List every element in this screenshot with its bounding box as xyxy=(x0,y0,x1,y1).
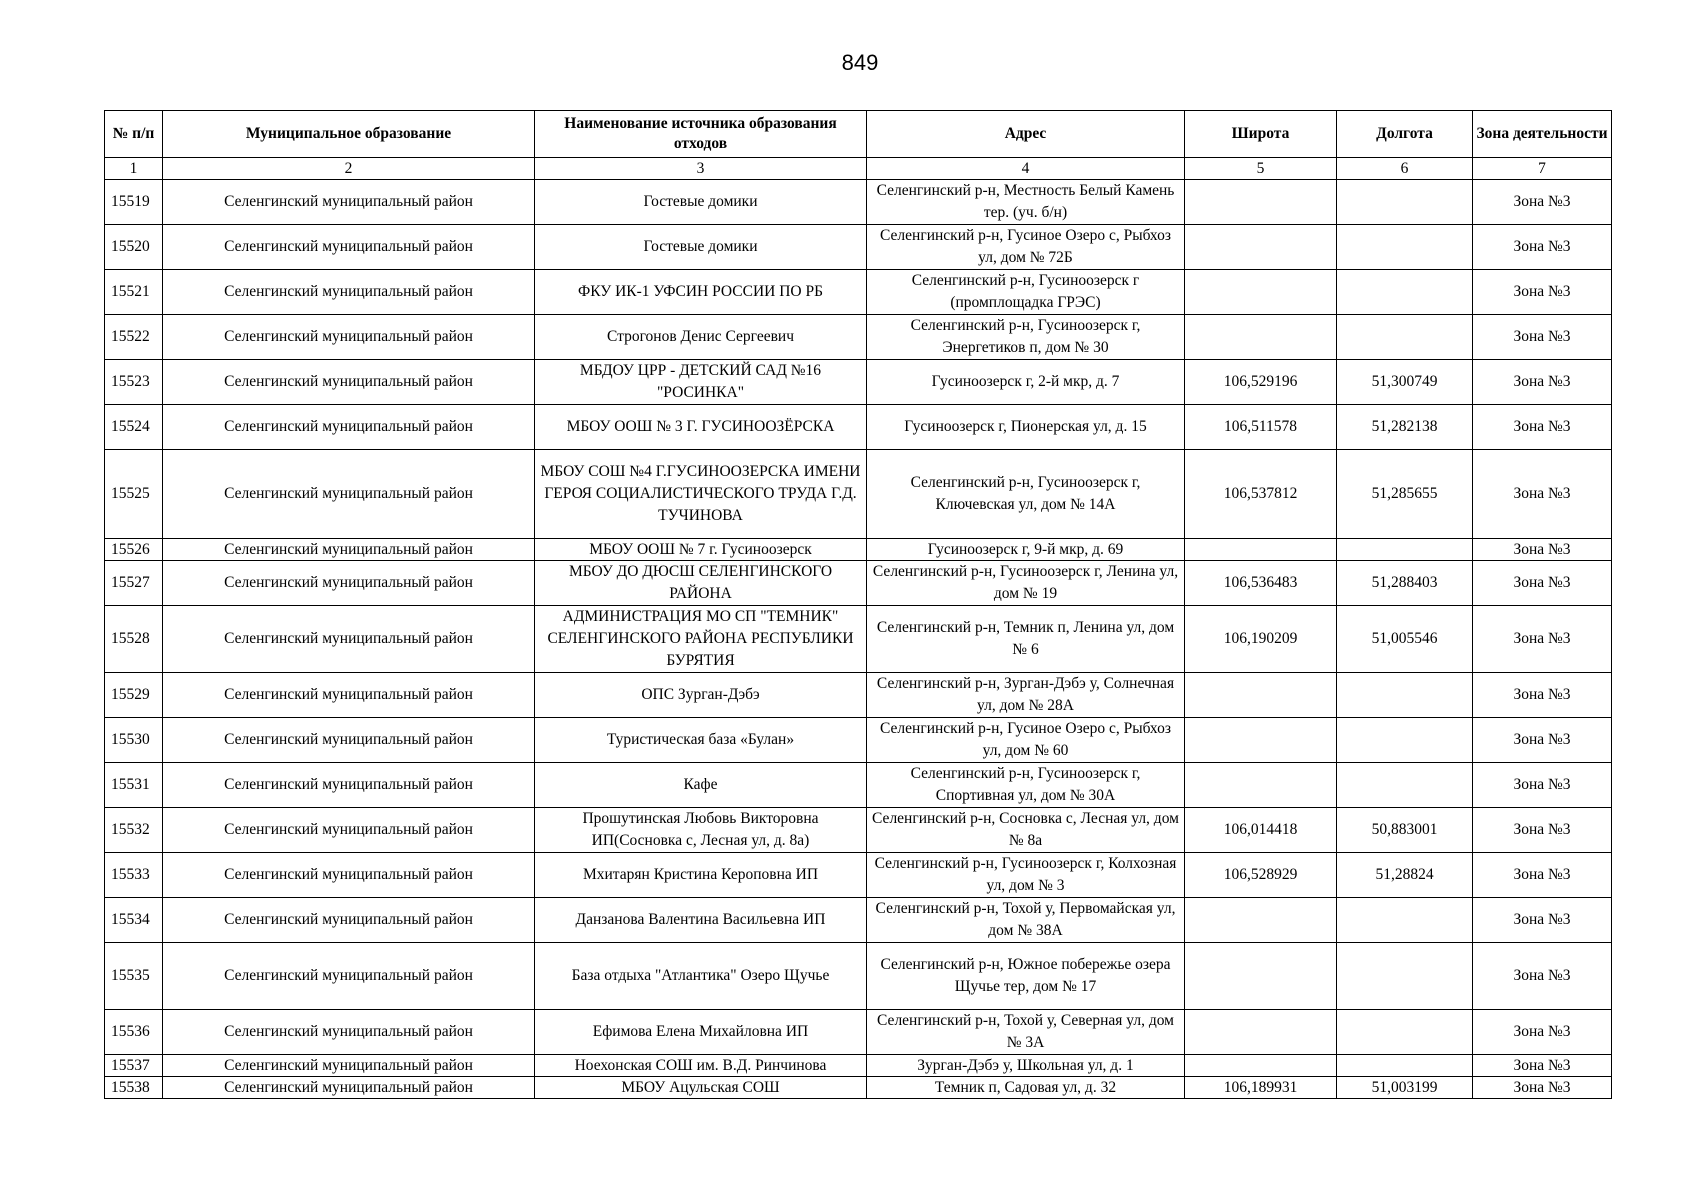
zone-cell: Зона №3 xyxy=(1473,808,1612,853)
address-cell: Селенгинский р-н, Гусиноозерск г (промплощадка ГРЭС) xyxy=(867,270,1185,315)
longitude-cell xyxy=(1337,898,1473,943)
municipality-cell: Селенгинский муниципальный район xyxy=(163,898,535,943)
column-number: 4 xyxy=(867,158,1185,180)
latitude-cell xyxy=(1185,1010,1337,1055)
address-cell: Селенгинский р-н, Темник п, Ленина ул, дом № 6 xyxy=(867,606,1185,673)
source-name-cell: Гостевые домики xyxy=(535,180,867,225)
row-number-cell: 15532 xyxy=(105,808,163,853)
municipality-cell: Селенгинский муниципальный район xyxy=(163,315,535,360)
municipality-cell: Селенгинский муниципальный район xyxy=(163,450,535,539)
latitude-cell xyxy=(1185,943,1337,1010)
row-number-cell: 15534 xyxy=(105,898,163,943)
row-number-cell: 15527 xyxy=(105,561,163,606)
row-number-cell: 15529 xyxy=(105,673,163,718)
latitude-cell: 106,536483 xyxy=(1185,561,1337,606)
zone-cell: Зона №3 xyxy=(1473,315,1612,360)
source-name-cell: Прошутинская Любовь Викторовна ИП(Сосновка с, Лесная ул, д. 8а) xyxy=(535,808,867,853)
table-row xyxy=(105,898,1612,943)
table-row xyxy=(105,180,1612,225)
zone-cell: Зона №3 xyxy=(1473,180,1612,225)
longitude-cell: 51,003199 xyxy=(1337,1077,1473,1099)
table-row xyxy=(105,1055,1612,1077)
column-number: 1 xyxy=(105,158,163,180)
source-name-cell: МБДОУ ЦРР - ДЕТСКИЙ САД №16 "РОСИНКА" xyxy=(535,360,867,405)
table-row xyxy=(105,270,1612,315)
header-row-number: № п/п xyxy=(105,111,163,158)
longitude-cell: 51,300749 xyxy=(1337,360,1473,405)
municipality-cell: Селенгинский муниципальный район xyxy=(163,606,535,673)
address-cell: Селенгинский р-н, Тохой у, Северная ул, дом № 3А xyxy=(867,1010,1185,1055)
column-number: 5 xyxy=(1185,158,1337,180)
row-number-cell: 15520 xyxy=(105,225,163,270)
latitude-cell xyxy=(1185,718,1337,763)
source-name-cell: АДМИНИСТРАЦИЯ МО СП "ТЕМНИК" СЕЛЕНГИНСКОГО РАЙОНА РЕСПУБЛИКИ БУРЯТИЯ xyxy=(535,606,867,673)
zone-cell: Зона №3 xyxy=(1473,1055,1612,1077)
zone-cell: Зона №3 xyxy=(1473,405,1612,450)
latitude-cell: 106,014418 xyxy=(1185,808,1337,853)
address-cell: Гусиноозерск г, 9-й мкр, д. 69 xyxy=(867,539,1185,561)
address-cell: Селенгинский р-н, Гусиное Озеро с, Рыбхоз ул, дом № 60 xyxy=(867,718,1185,763)
source-name-cell: МБОУ СОШ №4 Г.ГУСИНООЗЕРСКА ИМЕНИ ГЕРОЯ СОЦИАЛИСТИЧЕСКОГО ТРУДА Г.Д. ТУЧИНОВА xyxy=(535,450,867,539)
page-number: 849 xyxy=(841,50,879,75)
longitude-cell xyxy=(1337,539,1473,561)
table-row xyxy=(105,853,1612,898)
header-zone: Зона деятельности xyxy=(1473,111,1612,158)
latitude-cell xyxy=(1185,180,1337,225)
address-cell: Селенгинский р-н, Гусиное Озеро с, Рыбхоз ул, дом № 72Б xyxy=(867,225,1185,270)
row-number-cell: 15538 xyxy=(105,1077,163,1099)
address-cell: Селенгинский р-н, Гусиноозерск г, Ключевская ул, дом № 14А xyxy=(867,450,1185,539)
municipality-cell: Селенгинский муниципальный район xyxy=(163,1010,535,1055)
latitude-cell xyxy=(1185,225,1337,270)
zone-cell: Зона №3 xyxy=(1473,561,1612,606)
source-name-cell: Гостевые домики xyxy=(535,225,867,270)
zone-cell: Зона №3 xyxy=(1473,450,1612,539)
address-cell: Темник п, Садовая ул, д. 32 xyxy=(867,1077,1185,1099)
address-cell: Гусиноозерск г, 2-й мкр, д. 7 xyxy=(867,360,1185,405)
source-name-cell: Туристическая база «Булан» xyxy=(535,718,867,763)
longitude-cell xyxy=(1337,1055,1473,1077)
latitude-cell xyxy=(1185,315,1337,360)
table-row xyxy=(105,808,1612,853)
latitude-cell xyxy=(1185,270,1337,315)
table-row xyxy=(105,315,1612,360)
municipality-cell: Селенгинский муниципальный район xyxy=(163,1077,535,1099)
source-name-cell: МБОУ Ацульская СОШ xyxy=(535,1077,867,1099)
latitude-cell xyxy=(1185,539,1337,561)
header-source-name: Наименование источника образования отходов xyxy=(535,111,867,158)
table-row xyxy=(105,673,1612,718)
source-name-cell: Строгонов Денис Сергеевич xyxy=(535,315,867,360)
longitude-cell: 50,883001 xyxy=(1337,808,1473,853)
zone-cell: Зона №3 xyxy=(1473,606,1612,673)
row-number-cell: 15530 xyxy=(105,718,163,763)
address-cell: Селенгинский р-н, Гусиноозерск г, Спортивная ул, дом № 30А xyxy=(867,763,1185,808)
address-cell: Селенгинский р-н, Гусиноозерск г, Колхозная ул, дом № 3 xyxy=(867,853,1185,898)
row-number-cell: 15526 xyxy=(105,539,163,561)
column-number: 2 xyxy=(163,158,535,180)
municipality-cell: Селенгинский муниципальный район xyxy=(163,180,535,225)
source-name-cell: Данзанова Валентина Васильевна ИП xyxy=(535,898,867,943)
header-longitude: Долгота xyxy=(1337,111,1473,158)
table-row xyxy=(105,450,1612,539)
municipality-cell: Селенгинский муниципальный район xyxy=(163,270,535,315)
longitude-cell: 51,282138 xyxy=(1337,405,1473,450)
row-number-cell: 15519 xyxy=(105,180,163,225)
zone-cell: Зона №3 xyxy=(1473,539,1612,561)
address-cell: Селенгинский р-н, Местность Белый Камень тер. (уч. б/н) xyxy=(867,180,1185,225)
municipality-cell: Селенгинский муниципальный район xyxy=(163,405,535,450)
row-number-cell: 15522 xyxy=(105,315,163,360)
municipality-cell: Селенгинский муниципальный район xyxy=(163,561,535,606)
longitude-cell xyxy=(1337,943,1473,1010)
row-number-cell: 15521 xyxy=(105,270,163,315)
municipality-cell: Селенгинский муниципальный район xyxy=(163,673,535,718)
municipality-cell: Селенгинский муниципальный район xyxy=(163,539,535,561)
municipality-cell: Селенгинский муниципальный район xyxy=(163,808,535,853)
zone-cell: Зона №3 xyxy=(1473,898,1612,943)
longitude-cell: 51,288403 xyxy=(1337,561,1473,606)
zone-cell: Зона №3 xyxy=(1473,673,1612,718)
row-number-cell: 15537 xyxy=(105,1055,163,1077)
latitude-cell: 106,529196 xyxy=(1185,360,1337,405)
zone-cell: Зона №3 xyxy=(1473,853,1612,898)
row-number-cell: 15533 xyxy=(105,853,163,898)
longitude-cell xyxy=(1337,315,1473,360)
zone-cell: Зона №3 xyxy=(1473,1010,1612,1055)
source-name-cell: МБОУ ДО ДЮСШ СЕЛЕНГИНСКОГО РАЙОНА xyxy=(535,561,867,606)
table-row xyxy=(105,360,1612,405)
table-body xyxy=(105,180,1612,1099)
table-row xyxy=(105,718,1612,763)
header-row xyxy=(105,111,1612,158)
longitude-cell xyxy=(1337,718,1473,763)
zone-cell: Зона №3 xyxy=(1473,270,1612,315)
zone-cell: Зона №3 xyxy=(1473,360,1612,405)
latitude-cell: 106,537812 xyxy=(1185,450,1337,539)
municipality-cell: Селенгинский муниципальный район xyxy=(163,718,535,763)
municipality-cell: Селенгинский муниципальный район xyxy=(163,943,535,1010)
address-cell: Гусиноозерск г, Пионерская ул, д. 15 xyxy=(867,405,1185,450)
row-number-cell: 15528 xyxy=(105,606,163,673)
table-row xyxy=(105,763,1612,808)
header-municipality: Муниципальное образование xyxy=(163,111,535,158)
row-number-cell: 15525 xyxy=(105,450,163,539)
municipality-cell: Селенгинский муниципальный район xyxy=(163,225,535,270)
longitude-cell: 51,005546 xyxy=(1337,606,1473,673)
latitude-cell xyxy=(1185,763,1337,808)
table-row xyxy=(105,606,1612,673)
address-cell: Зурган-Дэбэ у, Школьная ул, д. 1 xyxy=(867,1055,1185,1077)
source-name-cell: МБОУ ООШ № 7 г. Гусиноозерск xyxy=(535,539,867,561)
latitude-cell xyxy=(1185,898,1337,943)
source-name-cell: ФКУ ИК-1 УФСИН РОССИИ ПО РБ xyxy=(535,270,867,315)
zone-cell: Зона №3 xyxy=(1473,225,1612,270)
latitude-cell xyxy=(1185,1055,1337,1077)
column-number-row xyxy=(105,158,1612,180)
address-cell: Селенгинский р-н, Гусиноозерск г, Ленина ул, дом № 19 xyxy=(867,561,1185,606)
latitude-cell: 106,190209 xyxy=(1185,606,1337,673)
source-name-cell: МБОУ ООШ № 3 Г. ГУСИНООЗЁРСКА xyxy=(535,405,867,450)
longitude-cell xyxy=(1337,763,1473,808)
table-row xyxy=(105,1077,1612,1099)
longitude-cell xyxy=(1337,180,1473,225)
latitude-cell xyxy=(1185,673,1337,718)
address-cell: Селенгинский р-н, Зурган-Дэбэ у, Солнечная ул, дом № 28А xyxy=(867,673,1185,718)
zone-cell: Зона №3 xyxy=(1473,1077,1612,1099)
row-number-cell: 15531 xyxy=(105,763,163,808)
header-latitude: Широта xyxy=(1185,111,1337,158)
header-address: Адрес xyxy=(867,111,1185,158)
latitude-cell: 106,189931 xyxy=(1185,1077,1337,1099)
column-number: 3 xyxy=(535,158,867,180)
column-number: 6 xyxy=(1337,158,1473,180)
longitude-cell xyxy=(1337,270,1473,315)
row-number-cell: 15535 xyxy=(105,943,163,1010)
address-cell: Селенгинский р-н, Гусиноозерск г, Энергетиков п, дом № 30 xyxy=(867,315,1185,360)
address-cell: Селенгинский р-н, Сосновка с, Лесная ул, дом № 8а xyxy=(867,808,1185,853)
zone-cell: Зона №3 xyxy=(1473,943,1612,1010)
waste-sources-table xyxy=(104,110,1612,1099)
zone-cell: Зона №3 xyxy=(1473,763,1612,808)
table-row xyxy=(105,539,1612,561)
table-row xyxy=(105,943,1612,1010)
zone-cell: Зона №3 xyxy=(1473,718,1612,763)
address-cell: Селенгинский р-н, Тохой у, Первомайская ул, дом № 38А xyxy=(867,898,1185,943)
source-name-cell: База отдыха "Атлантика" Озеро Щучье xyxy=(535,943,867,1010)
longitude-cell xyxy=(1337,225,1473,270)
source-name-cell: Ефимова Елена Михайловна ИП xyxy=(535,1010,867,1055)
row-number-cell: 15524 xyxy=(105,405,163,450)
longitude-cell xyxy=(1337,1010,1473,1055)
source-name-cell: Мхитарян Кристина Кероповна ИП xyxy=(535,853,867,898)
source-name-cell: ОПС Зурган-Дэбэ xyxy=(535,673,867,718)
table-row xyxy=(105,1010,1612,1055)
longitude-cell: 51,285655 xyxy=(1337,450,1473,539)
column-number: 7 xyxy=(1473,158,1612,180)
municipality-cell: Селенгинский муниципальный район xyxy=(163,1055,535,1077)
municipality-cell: Селенгинский муниципальный район xyxy=(163,853,535,898)
latitude-cell: 106,511578 xyxy=(1185,405,1337,450)
longitude-cell: 51,28824 xyxy=(1337,853,1473,898)
table-row xyxy=(105,561,1612,606)
longitude-cell xyxy=(1337,673,1473,718)
row-number-cell: 15523 xyxy=(105,360,163,405)
source-name-cell: Кафе xyxy=(535,763,867,808)
table-row xyxy=(105,225,1612,270)
latitude-cell: 106,528929 xyxy=(1185,853,1337,898)
table-row xyxy=(105,405,1612,450)
municipality-cell: Селенгинский муниципальный район xyxy=(163,360,535,405)
address-cell: Селенгинский р-н, Южное побережье озера Щучье тер, дом № 17 xyxy=(867,943,1185,1010)
source-name-cell: Ноехонская СОШ им. В.Д. Ринчинова xyxy=(535,1055,867,1077)
row-number-cell: 15536 xyxy=(105,1010,163,1055)
municipality-cell: Селенгинский муниципальный район xyxy=(163,763,535,808)
